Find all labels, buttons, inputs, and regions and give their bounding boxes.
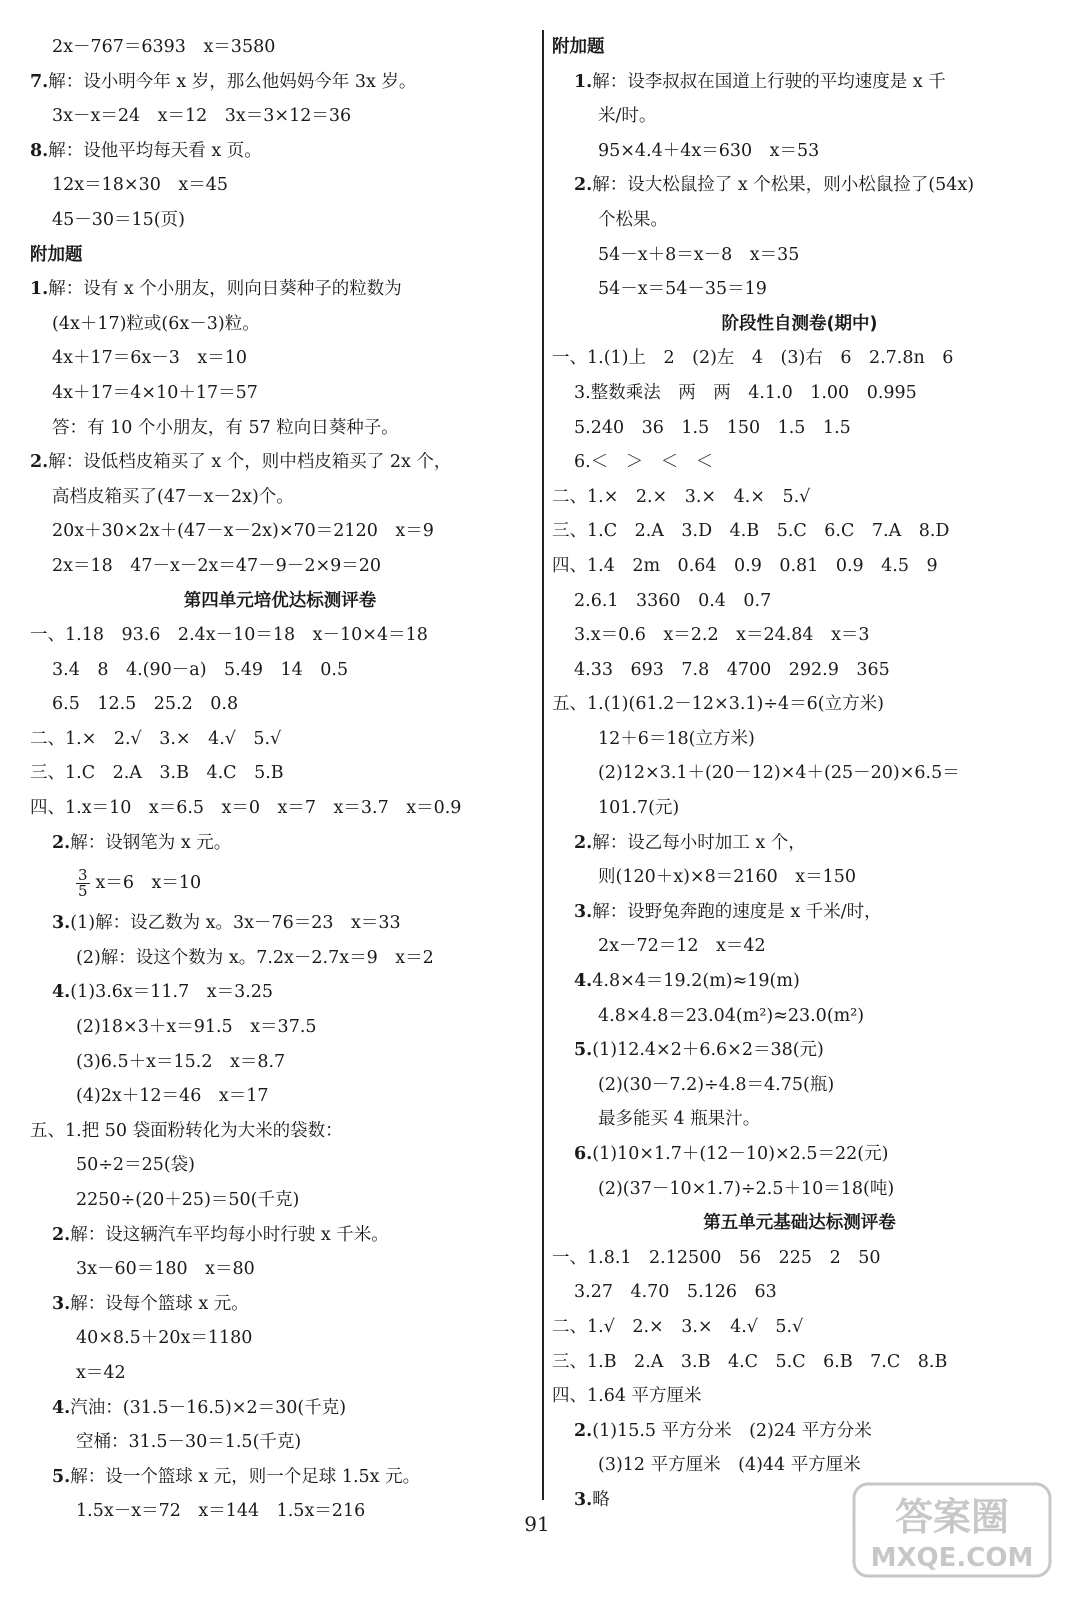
line-text: 95×4.4＋4x＝630 x＝53: [598, 140, 820, 161]
answer-line: [30, 687, 530, 722]
item-number: 8.: [30, 140, 49, 161]
answer-line: [552, 826, 1047, 861]
fraction: [76, 868, 90, 899]
item-number: 1.: [30, 279, 49, 300]
answer-line: [552, 1448, 1047, 1483]
line-text: (2)(30－7.2)÷4.8＝4.75(瓶): [598, 1074, 835, 1095]
answer-line: [30, 653, 530, 688]
line-text: (3)12 平方厘米 (4)44 平方厘米: [598, 1455, 861, 1476]
answer-line: [552, 480, 1047, 515]
line-text: (1)3.6x＝11.7 x＝3.25: [70, 982, 274, 1003]
answer-line: [30, 1114, 530, 1149]
line-text: 阶段性自测卷(期中): [721, 313, 878, 334]
line-text: (2)(37－10×1.7)÷2.5＋10＝18(吨): [598, 1178, 895, 1199]
item-number: 1.: [574, 71, 593, 92]
answer-line: [30, 1321, 530, 1356]
answer-line: [30, 480, 530, 515]
answer-line: [552, 791, 1047, 826]
answer-line: [30, 445, 530, 480]
answer-line: [552, 1310, 1047, 1345]
answer-line: [552, 411, 1047, 446]
line-text: x＝6 x＝10: [95, 873, 202, 894]
line-text: 附加题: [30, 244, 83, 265]
answer-line: [30, 1391, 530, 1426]
line-text: 45－30＝15(页): [52, 209, 185, 230]
answer-line: [552, 1033, 1047, 1068]
line-text: 解：设李叔叔在国道上行驶的平均速度是 x 千: [592, 71, 946, 92]
item-number: 5.: [52, 1466, 71, 1487]
line-text: 12x＝18×30 x＝45: [52, 175, 228, 196]
line-text: (2)12×3.1＋(20－12)×4＋(25－20)×6.5＝: [598, 763, 960, 784]
answer-line: [552, 964, 1047, 999]
line-text: (3)6.5＋x＝15.2 x＝8.7: [76, 1051, 286, 1072]
line-text: 1.5x－x＝72 x＝144 1.5x＝216: [76, 1501, 366, 1522]
answer-line: [552, 687, 1047, 722]
line-text: 则(120＋x)×8＝2160 x＝150: [598, 867, 857, 888]
line-text: 40×8.5＋20x＝1180: [76, 1328, 253, 1349]
answer-line: [30, 65, 530, 100]
answer-line: [30, 1252, 530, 1287]
answer-line: [552, 445, 1047, 480]
answer-line: [30, 411, 530, 446]
answer-line: [30, 756, 530, 791]
item-number: 6.: [574, 1144, 593, 1164]
section-heading: [552, 30, 1047, 65]
line-text: 附加题: [552, 37, 605, 57]
line-text: (1)解：设乙数为 x。3x－76＝23 x＝33: [70, 913, 401, 934]
answer-line: [30, 30, 530, 65]
answer-line: [30, 860, 530, 906]
line-text: 解：设一个篮球 x 元，则一个足球 1.5x 元。: [70, 1466, 421, 1487]
line-text: 3x－60＝180 x＝80: [76, 1259, 255, 1280]
line-text: 四、1.4 2m 0.64 0.9 0.81 0.9 4.5 9: [552, 555, 938, 576]
watermark-bottom: MXQE.COM: [870, 1543, 1034, 1573]
line-text: 4.8×4.8＝23.04(m²)≈23.0(m²): [598, 1005, 865, 1026]
line-text: 解：设小明今年 x 岁，那么他妈妈今年 3x 岁。: [48, 71, 417, 92]
answer-line: [30, 826, 530, 861]
line-text: 2x－767＝6393 x＝3580: [52, 37, 276, 57]
answer-line: [30, 1218, 530, 1253]
line-text: 二、1.√ 2.× 3.× 4.√ 5.√: [552, 1316, 804, 1337]
line-text: (2)解：设这个数为 x。7.2x－2.7x＝9 x＝2: [76, 947, 434, 968]
answer-line: [30, 1425, 530, 1460]
answer-line: [552, 1414, 1047, 1449]
answer-line: [552, 895, 1047, 930]
line-text: 4.8×4＝19.2(m)≈19(m): [592, 971, 800, 992]
answer-line: [30, 906, 530, 941]
item-number: 2.: [574, 1420, 593, 1441]
line-text: 一、1.(1)上 2 (2)左 4 (3)右 6 2.7.8n 6: [552, 348, 954, 369]
answer-line: [552, 1172, 1047, 1207]
item-number: 4.: [52, 1397, 71, 1418]
answer-line: [30, 791, 530, 826]
line-text: 米/时。: [598, 106, 657, 127]
line-text: 101.7(元): [598, 798, 680, 819]
line-text: 3.整数乘法 两 两 4.1.0 1.00 0.995: [574, 382, 917, 403]
answer-line: [30, 1079, 530, 1114]
answer-line: [30, 1045, 530, 1080]
line-text: 4x＋17＝4×10＋17＝57: [52, 382, 258, 403]
line-text: (1)15.5 平方分米 (2)24 平方分米: [592, 1420, 872, 1441]
section-heading: [30, 238, 530, 273]
answer-line: [30, 341, 530, 376]
fraction-numerator: 3: [78, 866, 88, 885]
line-text: (2)18×3＋x＝91.5 x＝37.5: [76, 1017, 317, 1038]
item-number: 3.: [574, 1489, 593, 1510]
answer-line: [552, 341, 1047, 376]
answer-line: [30, 134, 530, 169]
item-number: 2.: [52, 832, 71, 853]
fraction-denominator: 5: [78, 882, 88, 901]
line-text: 3x－x＝24 x＝12 3x＝3×12＝36: [52, 106, 352, 127]
answer-line: [552, 929, 1047, 964]
item-number: 4.: [574, 971, 593, 992]
answer-line: [552, 1241, 1047, 1276]
answer-line: [552, 549, 1047, 584]
answer-line: [30, 168, 530, 203]
answer-line: [552, 618, 1047, 653]
answer-line: [552, 1102, 1047, 1137]
column-divider: [542, 30, 544, 1500]
line-text: 6.＜ ＞ ＜ ＜: [574, 452, 714, 473]
right-column: [552, 30, 1047, 1518]
section-heading: [552, 307, 1047, 342]
answer-line: [30, 272, 530, 307]
line-text: 2250÷(20＋25)＝50(千克): [76, 1190, 300, 1210]
item-number: 4.: [52, 982, 71, 1003]
answer-line: [30, 307, 530, 342]
line-text: 解：设低档皮箱买了 x 个，则中档皮箱买了 2x 个，: [48, 452, 452, 473]
answer-line: [552, 653, 1047, 688]
left-column: [30, 30, 530, 1529]
answer-line: [30, 99, 530, 134]
line-text: 二、1.× 2.× 3.× 4.× 5.√: [552, 486, 811, 507]
line-text: 解：设每个篮球 x 元。: [70, 1293, 249, 1314]
answer-line: [552, 203, 1047, 238]
line-text: 答：有 10 个小朋友，有 57 粒向日葵种子。: [52, 417, 399, 438]
item-number: 5.: [574, 1040, 593, 1061]
line-text: (4)2x＋12＝46 x＝17: [76, 1086, 269, 1107]
answer-line: [30, 618, 530, 653]
answer-line: [30, 514, 530, 549]
answer-line: [30, 722, 530, 757]
line-text: 最多能买 4 瓶果汁。: [598, 1109, 761, 1130]
item-number: 7.: [30, 71, 49, 92]
item-number: 2.: [30, 452, 49, 473]
line-text: 4x＋17＝6x－3 x＝10: [52, 348, 248, 369]
answer-line: [30, 1356, 530, 1391]
answer-line: [552, 722, 1047, 757]
line-text: 54－x＋8＝x－8 x＝35: [598, 244, 800, 265]
line-text: 3.x＝0.6 x＝2.2 x＝24.84 x＝3: [574, 625, 870, 646]
line-text: 五、1.(1)(61.2－12×3.1)÷4＝6(立方米): [552, 694, 884, 715]
answer-line: [30, 1460, 530, 1495]
answer-line: [30, 941, 530, 976]
line-text: 个松果。: [598, 209, 668, 230]
answer-line: [552, 1275, 1047, 1310]
line-text: 四、1.64 平方厘米: [552, 1386, 702, 1407]
answer-line: [552, 756, 1047, 791]
line-text: 3.4 8 4.(90－a) 5.49 14 0.5: [52, 659, 349, 680]
line-text: 3.27 4.70 5.126 63: [574, 1282, 777, 1303]
answer-line: [30, 1148, 530, 1183]
line-text: 解：设这辆汽车平均每小时行驶 x 千米。: [70, 1224, 389, 1245]
line-text: 一、1.8.1 2.12500 56 225 2 50: [552, 1247, 881, 1268]
answer-line: [552, 99, 1047, 134]
answer-line: [30, 1287, 530, 1322]
line-text: 第四单元培优达标测评卷: [183, 590, 377, 611]
line-text: (1)12.4×2＋6.6×2＝38(元): [592, 1040, 824, 1061]
line-text: 二、1.× 2.√ 3.× 4.√ 5.√: [30, 728, 282, 749]
line-text: 三、1.B 2.A 3.B 4.C 5.C 6.B 7.C 8.B: [552, 1351, 948, 1372]
answer-line: [552, 1137, 1047, 1172]
line-text: 汽油：(31.5－16.5)×2＝30(千克): [70, 1397, 347, 1418]
line-text: x＝42: [76, 1362, 126, 1383]
answer-line: [552, 860, 1047, 895]
answer-line: [552, 65, 1047, 100]
line-text: (1)10×1.7＋(12－10)×2.5＝22(元): [592, 1144, 889, 1164]
line-text: 一、1.18 93.6 2.4x－10＝18 x－10×4＝18: [30, 625, 428, 646]
item-number: 2.: [574, 832, 593, 853]
item-number: 3.: [574, 901, 593, 922]
line-text: 50÷2＝25(袋): [76, 1155, 195, 1176]
answer-line: [30, 376, 530, 411]
line-text: 空桶：31.5－30＝1.5(千克): [76, 1432, 302, 1453]
line-text: (4x＋17)粒或(6x－3)粒。: [52, 313, 260, 334]
line-text: 高档皮箱买了(47－x－2x)个。: [52, 486, 294, 507]
answer-line: [552, 376, 1047, 411]
answer-line: [30, 203, 530, 238]
page-number: 91: [524, 1512, 550, 1536]
answer-line: [552, 1379, 1047, 1414]
line-text: 2.6.1 3360 0.4 0.7: [574, 590, 772, 611]
line-text: 54－x＝54－35＝19: [598, 279, 767, 300]
watermark-top: 答案圈: [894, 1495, 1010, 1539]
answer-line: [30, 1010, 530, 1045]
line-text: 解：设大松鼠捡了 x 个松果，则小松鼠捡了(54x): [592, 175, 975, 196]
line-text: 4.33 693 7.8 4700 292.9 365: [574, 659, 890, 680]
answer-line: [552, 134, 1047, 169]
answer-line: [30, 1183, 530, 1218]
line-text: 2x－72＝12 x＝42: [598, 936, 766, 957]
line-text: 解：设乙每小时加工 x 个，: [592, 832, 806, 853]
line-text: 五、1.把 50 袋面粉转化为大米的袋数：: [30, 1120, 343, 1141]
line-text: 第五单元基础达标测评卷: [703, 1213, 896, 1234]
item-number: 3.: [52, 1293, 71, 1314]
answer-line: [552, 514, 1047, 549]
line-text: 解：设有 x 个小朋友，则向日葵种子的粒数为: [48, 279, 402, 300]
answer-line: [552, 584, 1047, 619]
line-text: 6.5 12.5 25.2 0.8: [52, 694, 239, 715]
section-heading: [552, 1206, 1047, 1241]
line-text: 四、1.x＝10 x＝6.5 x＝0 x＝7 x＝3.7 x＝0.9: [30, 798, 462, 819]
answer-line: [552, 238, 1047, 273]
answer-line: [552, 1068, 1047, 1103]
line-text: 略: [592, 1489, 610, 1510]
line-text: 解：设钢笔为 x 元。: [70, 832, 232, 853]
line-text: 5.240 36 1.5 150 1.5 1.5: [574, 417, 851, 438]
line-text: 三、1.C 2.A 3.D 4.B 5.C 6.C 7.A 8.D: [552, 521, 950, 542]
answer-line: [30, 975, 530, 1010]
answer-line: [30, 549, 530, 584]
item-number: 2.: [574, 175, 593, 196]
line-text: 解：设野兔奔跑的速度是 x 千米/时，: [592, 901, 882, 922]
answer-line: [552, 999, 1047, 1034]
line-text: 2x＝18 47－x－2x＝47－9－2×9＝20: [52, 555, 382, 576]
item-number: 3.: [52, 913, 71, 934]
section-heading: [30, 584, 530, 619]
line-text: 12＋6＝18(立方米): [598, 728, 755, 749]
answer-line: [552, 272, 1047, 307]
line-text: 20x＋30×2x＋(47－x－2x)×70＝2120 x＝9: [52, 521, 434, 542]
line-text: 三、1.C 2.A 3.B 4.C 5.B: [30, 763, 284, 784]
watermark-logo: [852, 1482, 1052, 1578]
answer-line: [552, 168, 1047, 203]
item-number: 2.: [52, 1224, 71, 1245]
answer-line: [552, 1345, 1047, 1380]
line-text: 解：设他平均每天看 x 页。: [48, 140, 262, 161]
